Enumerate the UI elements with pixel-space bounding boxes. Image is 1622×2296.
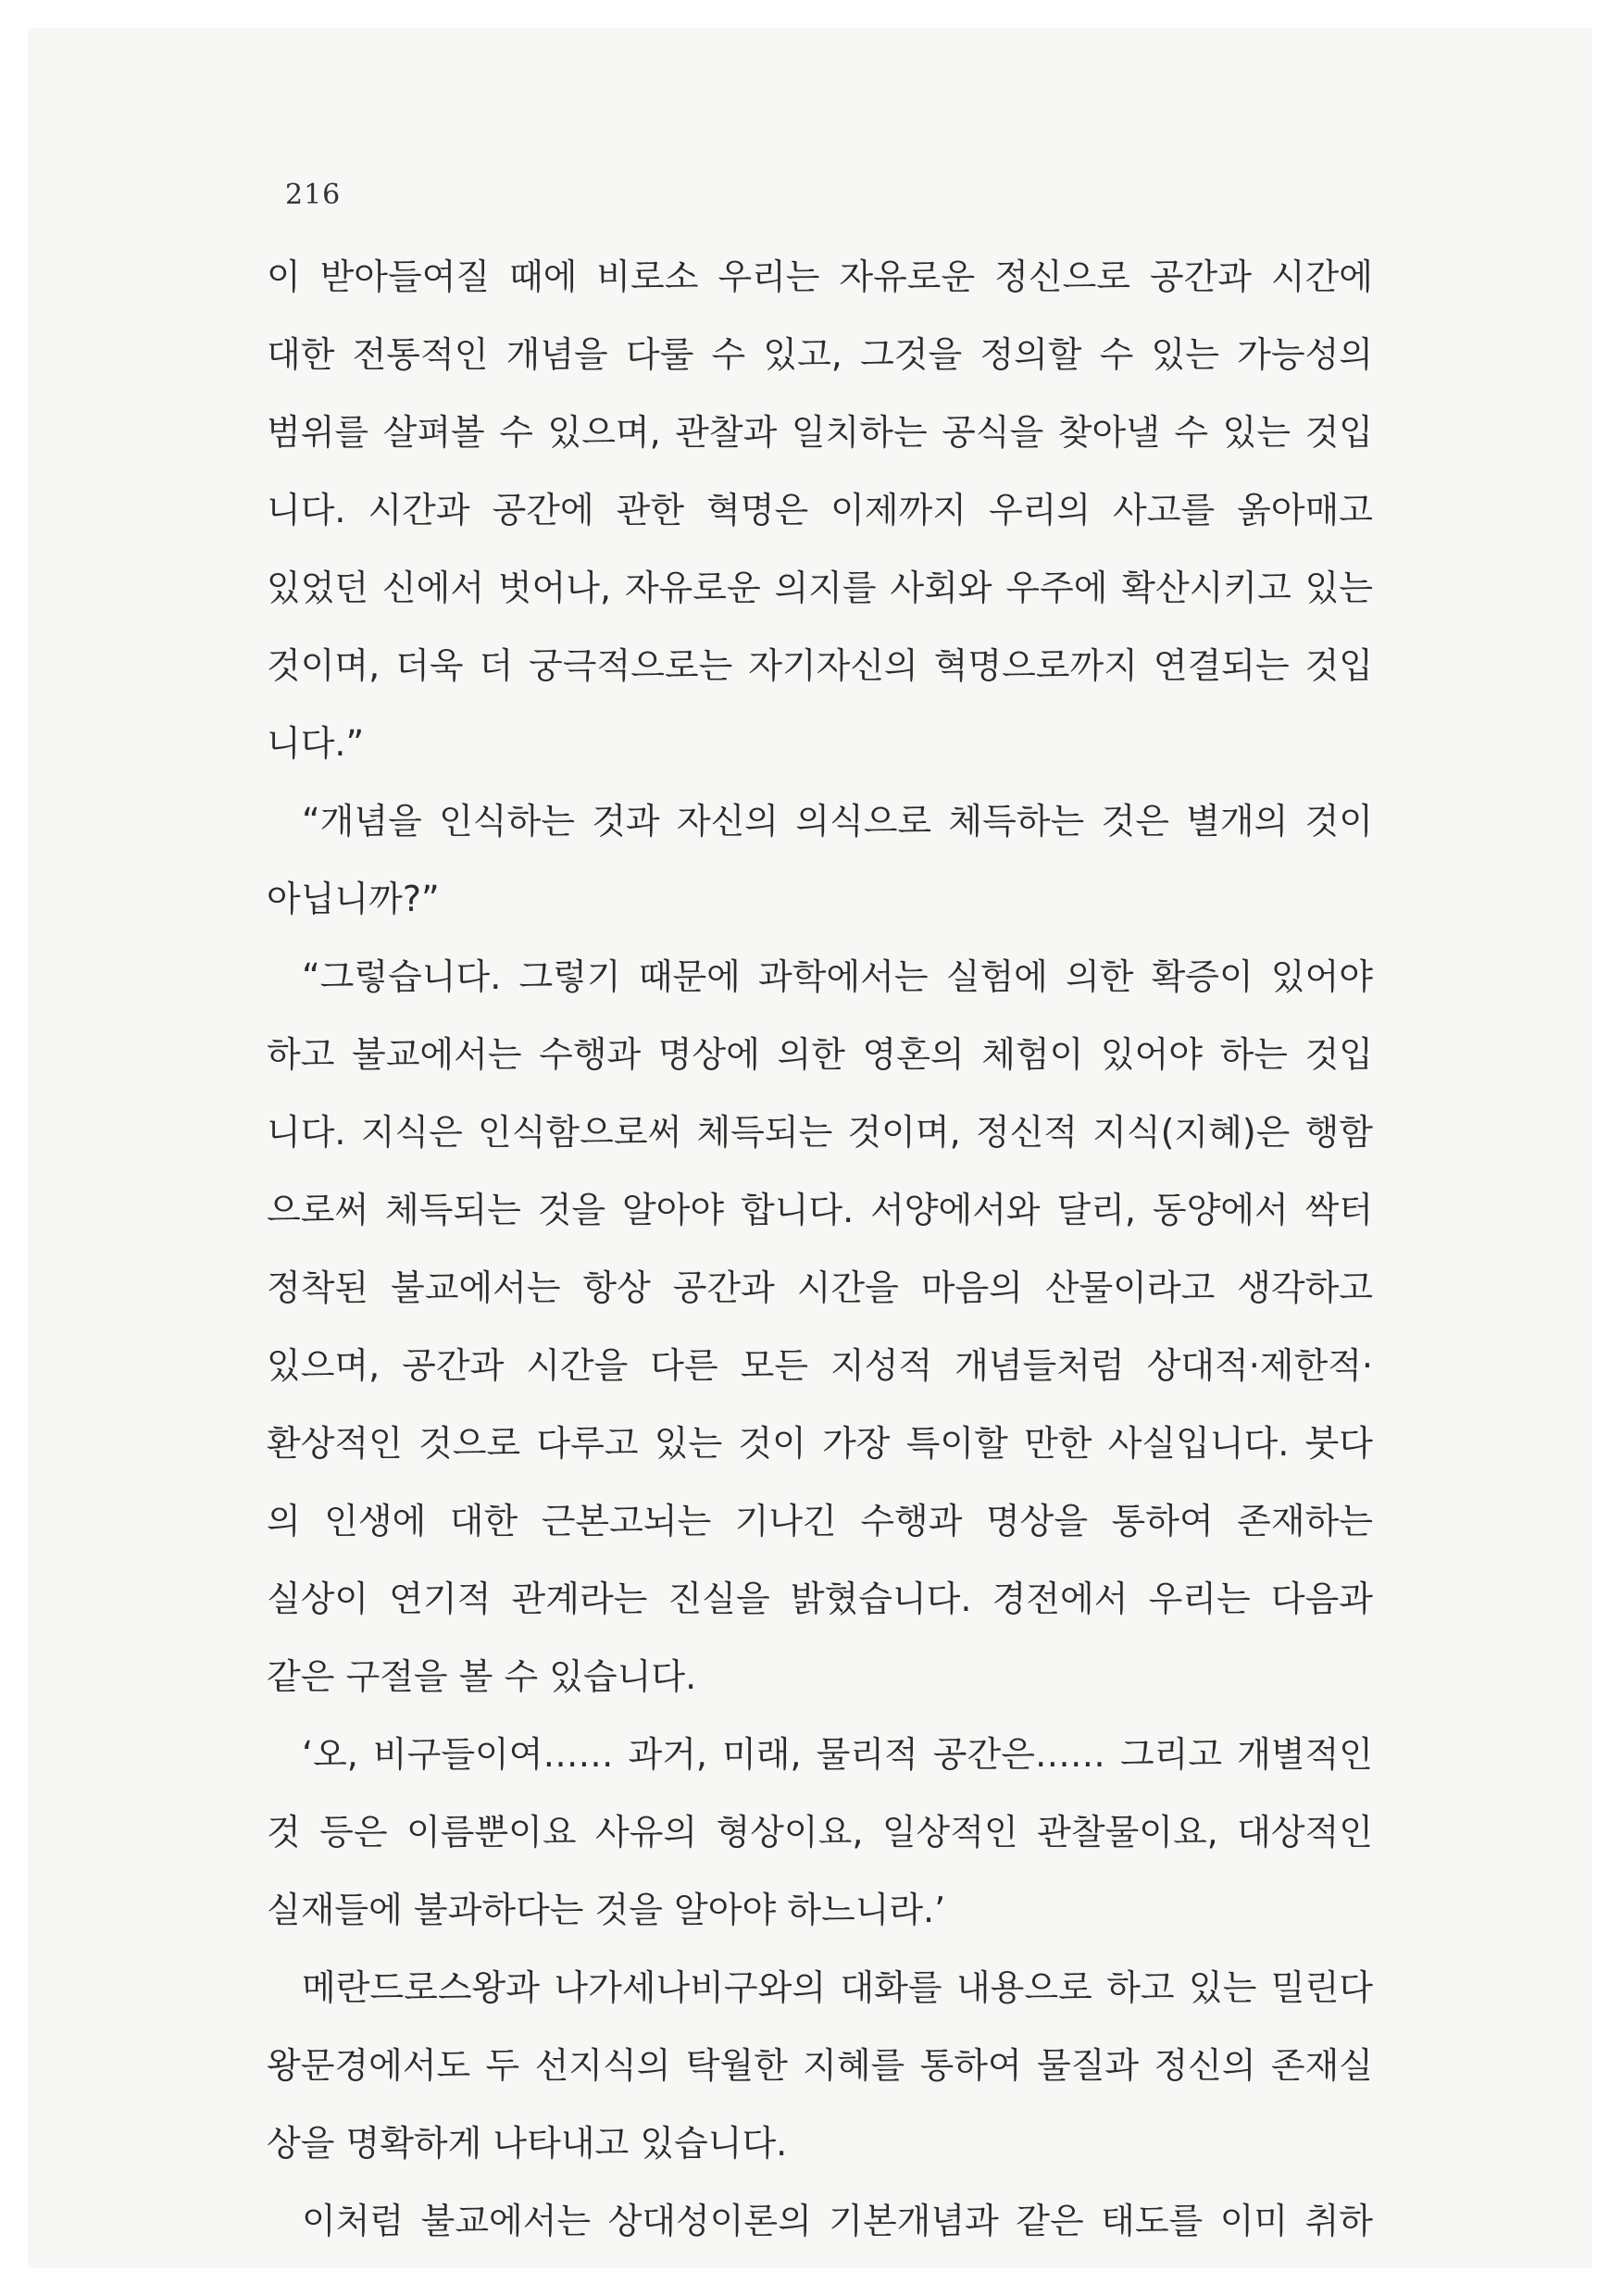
text-line: 정착된 불교에서는 항상 공간과 시간을 마음의 산물이라고 생각하고 xyxy=(267,1267,1373,1308)
text-line: “그렇습니다. 그렇기 때문에 과학에서는 실험에 의한 확증이 있어야 xyxy=(302,956,1373,997)
text-line: 이처럼 불교에서는 상대성이론의 기본개념과 같은 태도를 이미 취하 xyxy=(302,2201,1373,2241)
text-line: 같은 구절을 볼 수 있습니다. xyxy=(267,1656,697,1697)
text-line: 하고 불교에서는 수행과 명상에 의한 영혼의 체험이 있어야 하는 것입 xyxy=(267,1034,1373,1075)
text-line: 환상적인 것으로 다루고 있는 것이 가장 특이할 만한 사실입니다. 붓다 xyxy=(267,1423,1373,1464)
text-line: ‘오, 비구들이여…… 과거, 미래, 물리적 공간은…… 그리고 개별적인 xyxy=(302,1734,1373,1775)
body-text xyxy=(267,250,1373,2272)
text-line: 아닙니까?” xyxy=(267,879,440,919)
text-line: 실상이 연기적 관계라는 진실을 밝혔습니다. 경전에서 우리는 다음과 xyxy=(267,1578,1373,1619)
text-line: 왕문경에서도 두 선지식의 탁월한 지혜를 통하여 물질과 정신의 존재실 xyxy=(267,2045,1373,2086)
text-line: 니다.” xyxy=(267,723,365,764)
text-line: 니다. 지식은 인식함으로써 체득되는 것이며, 정신적 지식(지혜)은 행함 xyxy=(267,1112,1373,1153)
text-line: 있었던 신에서 벗어나, 자유로운 의지를 사회와 우주에 확산시키고 있는 xyxy=(267,568,1373,608)
text-line: 범위를 살펴볼 수 있으며, 관찰과 일치하는 공식을 찾아낼 수 있는 것입 xyxy=(267,412,1373,453)
page-number: 216 xyxy=(285,179,342,211)
text-line: 의 인생에 대한 근본고뇌는 기나긴 수행과 명상을 통하여 존재하는 xyxy=(267,1501,1373,1541)
text-line: 있으며, 공간과 시간을 다른 모든 지성적 개념들처럼 상대적·제한적· xyxy=(267,1345,1373,1386)
text-line: 상을 명확하게 나타내고 있습니다. xyxy=(267,2123,788,2164)
text-line: 이 받아들여질 때에 비로소 우리는 자유로운 정신으로 공간과 시간에 xyxy=(267,256,1373,297)
book-page xyxy=(28,28,1592,2268)
text-line: 메란드로스왕과 나가세나비구와의 대화를 내용으로 하고 있는 밀린다 xyxy=(302,1967,1373,2008)
text-line: 것 등은 이름뿐이요 사유의 형상이요, 일상적인 관찰물이요, 대상적인 xyxy=(267,1812,1373,1853)
text-line: 니다. 시간과 공간에 관한 혁명은 이제까지 우리의 사고를 옭아매고 xyxy=(267,490,1373,530)
text-line: “개념을 인식하는 것과 자신의 의식으로 체득하는 것은 별개의 것이 xyxy=(302,801,1373,842)
text-line: 실재들에 불과하다는 것을 알아야 하느니라.’ xyxy=(267,1890,946,1930)
text-line: 대한 전통적인 개념을 다룰 수 있고, 그것을 정의할 수 있는 가능성의 xyxy=(267,334,1373,375)
text-line: 으로써 체득되는 것을 알아야 합니다. 서양에서와 달리, 동양에서 싹터 xyxy=(267,1190,1373,1230)
text-line: 것이며, 더욱 더 궁극적으로는 자기자신의 혁명으로까지 연결되는 것입 xyxy=(267,645,1373,686)
